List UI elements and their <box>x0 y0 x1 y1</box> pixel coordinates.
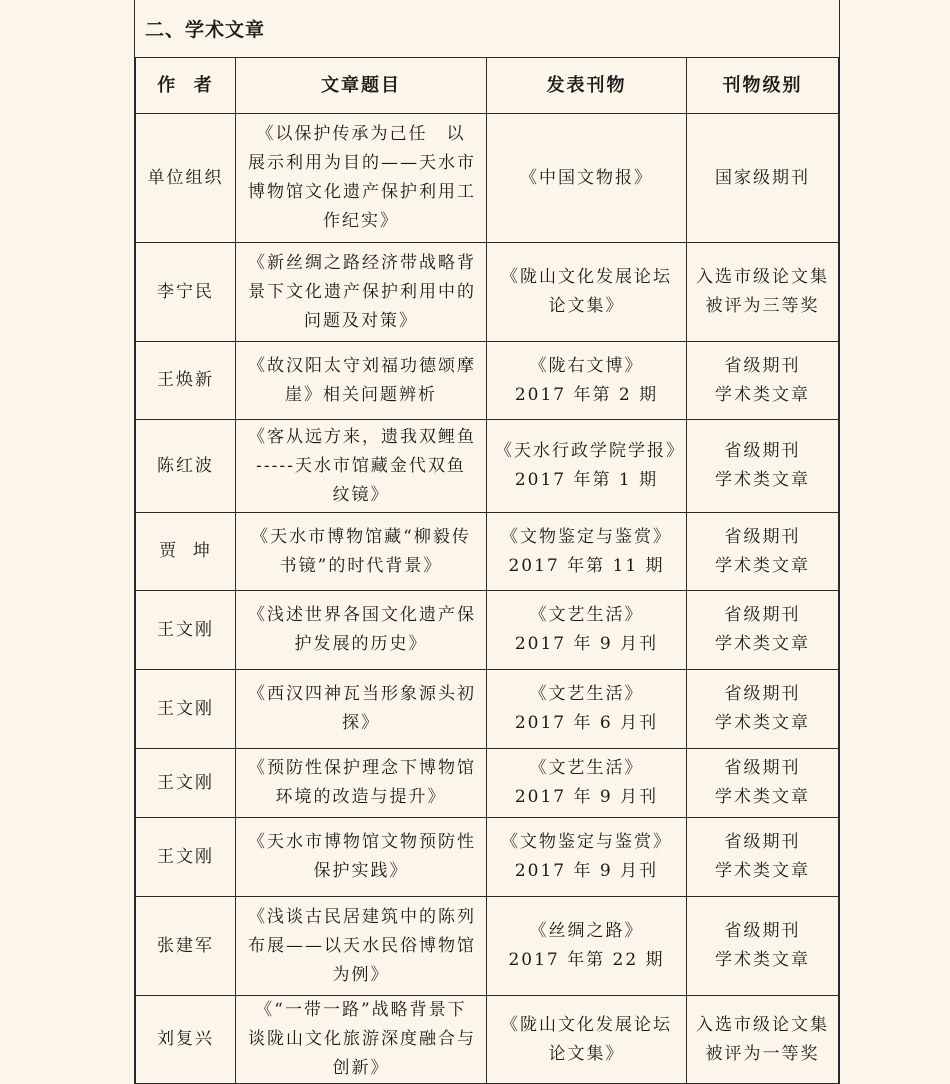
articles-table <box>135 57 839 1084</box>
article-title-cell-line: 《“一带一路”战略背景下 <box>255 1000 467 1020</box>
article-title-cell-line: 纹镜》 <box>332 484 390 505</box>
article-title-cell-line: 书镜”的时代背景》 <box>279 555 443 576</box>
article-title-cell-line: 《浅述世界各国文化遗产保 <box>248 605 476 625</box>
level-cell-line: 学术类文章 <box>715 634 810 654</box>
publication-cell-line: 《陇山文化发展论坛 <box>501 267 672 287</box>
table-row <box>136 897 839 996</box>
publication-cell-line: 2017 年第 22 期 <box>508 950 665 970</box>
publication-cell <box>487 513 687 591</box>
table-body <box>136 114 839 1084</box>
level-cell <box>687 513 839 591</box>
article-title-cell-line: 《新丝绸之路经济带战略背 <box>248 252 476 273</box>
publication-cell-line: 《文物鉴定与鉴赏》 <box>501 526 672 547</box>
publication-cell-line: 2017 年 6 月刊 <box>514 713 659 733</box>
publication-cell-line: 2017 年 9 月刊 <box>514 861 659 881</box>
level-cell <box>687 114 839 243</box>
level-cell <box>687 420 839 513</box>
level-cell-line: 被评为三等奖 <box>705 296 820 316</box>
publication-cell-line: 《丝绸之路》 <box>529 921 644 941</box>
article-title-cell-line: 护发展的历史》 <box>294 634 428 654</box>
author-cell: 王文刚 <box>136 818 236 897</box>
article-title-cell-line: 《浅谈古民居建筑中的陈列 <box>248 906 476 927</box>
article-title-cell-line: 布展——以天水民俗博物馆 <box>248 935 476 956</box>
section-title: 二、学术文章 <box>145 19 266 41</box>
article-title-cell <box>236 996 487 1084</box>
level-cell-line: 省级期刊 <box>724 921 801 941</box>
table-row <box>136 114 839 243</box>
level-cell-line: 学术类文章 <box>715 861 810 881</box>
article-title-cell-line: 为例》 <box>332 964 390 985</box>
level-cell <box>687 670 839 749</box>
article-title-cell-line: 《天水市博物馆藏“柳毅传 <box>251 526 471 547</box>
article-title-cell-line: 景下文化遗产保护利用中的 <box>248 281 476 302</box>
level-cell-line: 被评为一等奖 <box>705 1043 820 1064</box>
article-title-cell <box>236 243 487 342</box>
article-title-cell-line: 《天水市博物馆文物预防性 <box>248 832 476 852</box>
level-cell-line: 学术类文章 <box>715 950 810 970</box>
publication-cell-line: 《天水行政学院学报》 <box>495 441 685 461</box>
level-cell <box>687 996 839 1084</box>
article-title-cell <box>236 897 487 996</box>
level-cell-line: 学术类文章 <box>715 470 810 490</box>
table-header-row <box>136 58 839 114</box>
level-cell-line: 省级期刊 <box>724 605 801 625</box>
article-title-cell-line: 保护实践》 <box>313 861 409 881</box>
table-row <box>136 818 839 897</box>
article-title-cell-line: -----天水市馆藏金代双鱼 <box>256 455 466 476</box>
table-row <box>136 342 839 420</box>
publication-cell-line: 2017 年第 11 期 <box>508 555 665 576</box>
table-row <box>136 591 839 670</box>
table-row <box>136 670 839 749</box>
header-level: 刊物级别 <box>687 58 839 114</box>
table-row <box>136 243 839 342</box>
publication-cell <box>487 591 687 670</box>
article-title-cell-line: 崖》相关问题辨析 <box>285 384 437 405</box>
level-cell-line: 学术类文章 <box>715 555 810 576</box>
level-cell-line: 省级期刊 <box>724 684 801 704</box>
article-title-cell-line: 《故汉阳太守刘福功德颂摩 <box>248 355 476 376</box>
article-title-cell-line: 《西汉四神瓦当形象源头初 <box>248 684 476 704</box>
level-cell-line: 入选市级论文集 <box>696 267 829 287</box>
publication-cell <box>487 897 687 996</box>
publication-cell-line: 2017 年第 1 期 <box>514 470 659 490</box>
article-title-cell-line: 谈陇山文化旅游深度融合与 <box>248 1029 476 1049</box>
article-title-cell-line: 探》 <box>342 713 380 733</box>
level-cell <box>687 243 839 342</box>
level-cell <box>687 749 839 818</box>
level-cell-line: 学术类文章 <box>715 787 810 807</box>
level-cell <box>687 818 839 897</box>
article-title-cell-line: 创新》 <box>332 1058 390 1078</box>
level-cell-line: 国家级期刊 <box>715 167 810 188</box>
publication-cell-line: 论文集》 <box>548 1043 625 1064</box>
article-title-cell-line: 作纪实》 <box>323 211 399 231</box>
author-cell: 王焕新 <box>136 342 236 420</box>
level-cell-line: 学术类文章 <box>715 713 810 733</box>
article-title-cell <box>236 670 487 749</box>
article-title-cell <box>236 114 487 243</box>
author-cell: 张建军 <box>136 897 236 996</box>
publication-cell <box>487 818 687 897</box>
publication-cell <box>487 996 687 1084</box>
article-title-cell-line: 《预防性保护理念下博物馆 <box>248 758 476 778</box>
publication-cell-line: 2017 年 9 月刊 <box>514 787 659 807</box>
article-title-cell <box>236 513 487 591</box>
header-author: 作 者 <box>136 58 236 114</box>
article-title-cell <box>236 420 487 513</box>
publication-cell <box>487 420 687 513</box>
publication-cell <box>487 114 687 243</box>
author-cell: 陈红波 <box>136 420 236 513</box>
article-title-cell-line: 展示利用为目的——天水市 <box>248 153 476 173</box>
publication-cell <box>487 342 687 420</box>
publication-cell-line: 《文艺生活》 <box>529 758 644 778</box>
author-cell: 单位组织 <box>136 114 236 243</box>
publication-cell <box>487 243 687 342</box>
publication-cell <box>487 670 687 749</box>
level-cell-line: 省级期刊 <box>724 355 801 376</box>
publication-cell-line: 2017 年第 2 期 <box>514 384 659 405</box>
article-title-cell <box>236 818 487 897</box>
header-publication: 发表刊物 <box>487 58 687 114</box>
article-title-cell-line: 《以保护传承为己任 以 <box>256 124 466 144</box>
publication-cell-line: 《文艺生活》 <box>529 684 644 704</box>
publication-cell-line: 论文集》 <box>548 296 625 316</box>
level-cell-line: 省级期刊 <box>724 758 801 778</box>
article-title-cell <box>236 342 487 420</box>
level-cell <box>687 591 839 670</box>
level-cell-line: 省级期刊 <box>724 441 801 461</box>
publication-cell-line: 《陇右文博》 <box>529 355 644 376</box>
publication-cell-line: 《中国文物报》 <box>520 167 653 188</box>
author-cell: 贾 坤 <box>136 513 236 591</box>
author-cell: 王文刚 <box>136 591 236 670</box>
publication-cell-line: 《陇山文化发展论坛 <box>501 1014 672 1035</box>
article-title-cell <box>236 591 487 670</box>
author-cell: 李宁民 <box>136 243 236 342</box>
author-cell: 王文刚 <box>136 749 236 818</box>
article-title-cell-line: 问题及对策》 <box>304 310 418 331</box>
level-cell <box>687 342 839 420</box>
publication-cell-line: 《文物鉴定与鉴赏》 <box>501 832 672 852</box>
document-frame <box>134 0 840 1084</box>
table-row <box>136 513 839 591</box>
author-cell: 刘复兴 <box>136 996 236 1084</box>
table-row <box>136 749 839 818</box>
publication-cell-line: 《文艺生活》 <box>529 605 644 625</box>
level-cell-line: 省级期刊 <box>724 832 801 852</box>
level-cell-line: 入选市级论文集 <box>696 1014 829 1035</box>
article-title-cell <box>236 749 487 818</box>
article-title-cell-line: 《客从远方来，遗我双鲤鱼 <box>248 426 476 447</box>
article-title-cell-line: 环境的改造与提升》 <box>275 787 447 807</box>
publication-cell-line: 2017 年 9 月刊 <box>514 634 659 654</box>
publication-cell <box>487 749 687 818</box>
article-title-cell-line: 博物馆文化遗产保护利用工 <box>248 182 476 202</box>
author-cell: 王文刚 <box>136 670 236 749</box>
level-cell <box>687 897 839 996</box>
table-row <box>136 996 839 1084</box>
table-row <box>136 420 839 513</box>
level-cell-line: 学术类文章 <box>715 384 810 405</box>
header-title: 文章题目 <box>236 58 487 114</box>
level-cell-line: 省级期刊 <box>724 526 801 547</box>
